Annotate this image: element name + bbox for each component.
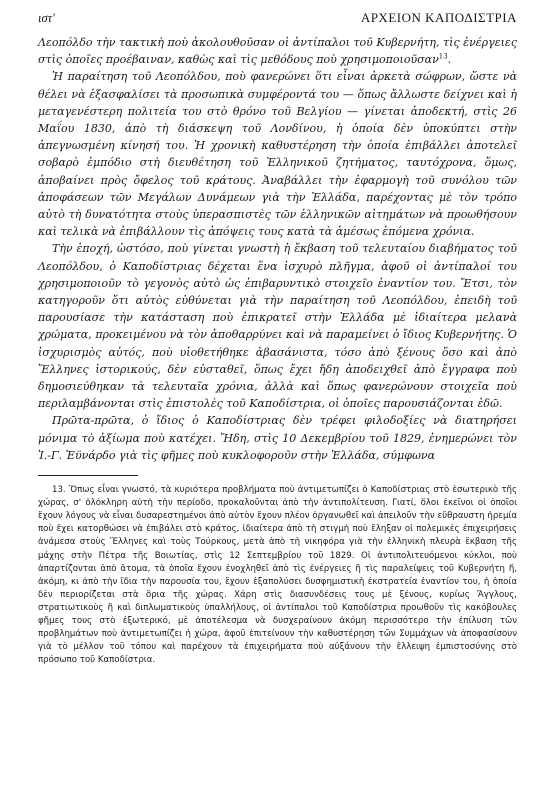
running-title: ΑΡΧΕΙΟΝ ΚΑΠΟΔΙΣΤΡΙΑ bbox=[360, 10, 517, 25]
footnote-separator bbox=[38, 475, 138, 476]
paragraph-1-text: Λεοπόλδο τὴν τακτικὴ ποὺ ἀκολουθοῦσαν οἱ ἀντίπαλοι τοῦ Κυβερνήτη, τὶς ἐνέργειες στὶς ὁποῖες προέβαιναν, καθὼς καὶ τὶς μεθόδους ποὺ χρησιμοποιοῦσαν bbox=[38, 36, 517, 67]
page-header bbox=[38, 10, 517, 32]
footnote-13: 13. Ὅπως εἶναι γνωστό, τὰ κυριότερα προβλήματα ποὺ ἀντιμετωπίζει ὁ Καποδίστριας στὸ ἐσωτερικὸ τῆς χώρας, σ' ὁλόκληρη αὐτὴ τὴν περίοδο, προκαλοῦνται ἀπὸ τὴν ἀντιπολίτευση. Γιατί, ὅλοι ἐκεῖνοι οἱ ὁποῖοι ἔχουν λόγους νὰ εἶναι δυσαρεστημένοι ἀπὸ αὐτὸν ἔχουν πλέον ὀργανωθεῖ καὶ ἀπειλοῦν τὴν εὔθραυστη ἠρεμία ποὺ ἔχει κατορθώσει νὰ ἐπιβάλει στὸ κράτος, ἰδιαίτερα ἀπὸ τὴ στιγμὴ ποὺ ἔληξαν οἱ πολεμικὲς ἐπιχειρήσεις ἀνάμεσα στοὺς Ἕλληνες καὶ τοὺς Τούρκους, μετὰ ἀπὸ τὴ νικηφόρα γιὰ τὴν ἑλληνικὴ πλευρὰ ἔκβαση τῆς μάχης στὴν Πέτρα τῆς Βοιωτίας, στὶς 12 Σεπτεμβρίου τοῦ 1829. Οἱ ἀντιπολιτευόμενοι κύκλοι, ποὺ ἀπαρτίζονται ἀπὸ ἄτομα, τὰ ὁποῖα ἔχουν ἐνοχληθεῖ ἀπὸ τὶς ἐνέργειες ἢ τὶς παραλείψεις τοῦ Κυβερνήτη ἤ, ἀκόμη, κι ἀπὸ τὴν ἴδια τὴν παρουσία του, ἔχουν ἐξαπολύσει δυσφημιστικὴ ἐκστρατεία ἐναντίον του, ἡ ὁποία δὲν περιορίζεται στὰ ὅρια τῆς χώρας. Χάρη στὶς διασυνδέσεις τους μὲ ξένους, κυρίως Ἄγγλους, στρατιωτικοὺς ἢ καὶ διπλωματικοὺς ὑπαλλήλους, οἱ ἀντίπαλοι τοῦ Καποδίστρια προωθοῦν τὶς κακόβουλες φῆμες τους στὸ ἐξωτερικό, μὲ ἀποτέλεσμα νὰ δυσχεραίνουν ἀκόμη περισσότερο τὴν ἐπίλυση τῶν προβλημάτων ποὺ ἀντιμετωπίζει ἡ χώρα, ἀφοῦ ἐπιτείνουν τὴν καθυστέρηση τῶν Συμμάχων νὰ ἀποφασίσουν γιὰ τὸ μέλλον τοῦ τόπου καὶ παρέχουν τὰ ἐπιχειρήματα ποὺ αὐξάνουν τὴν ἔλλειψη ἐμπιστοσύνης στὸ πρόσωπο τοῦ Καποδίστρια. bbox=[38, 485, 517, 666]
paragraph-2: Ἡ παραίτηση τοῦ Λεοπόλδου, ποὺ φανερώνει ὅτι εἶναι ἀρκετὰ σώφρων, ὥστε νὰ θέλει νὰ ἐξασφαλίσει τὰ προσωπικὰ συμφέροντά του — ὅπως ἄλλωστε δείχνει καὶ ἡ μεταγενέστερη πολιτεία του στὸ θρόνο τοῦ Βελγίου — γίνεται ἀποδεκτή, στὶς 26 Μαΐου 1830, ἀπὸ τὴ διάσκεψη τοῦ Λονδίνου, ἡ ὁποία δὲν ὑποκύπτει στὴν ἀπεγνωσμένη κίνησή του. Ἡ χρονικὴ καθυστέρηση τὴν ὁποία ἐπιβάλλει ἀποτελεῖ σοβαρὸ ἐμπόδιο στὴ διευθέτηση τοῦ Ἑλληνικοῦ ζητήματος, ταυτόχρονα, ὅμως, ἀποβαίνει πρὸς ὄφελος τοῦ κράτους. Ἀναβάλλει τὴν ἐφαρμογὴ τοῦ συνόλου τῶν ἀποφάσεων τῶν Μεγάλων Δυνάμεων γιὰ τὴν Ἑλλάδα, παρέχοντας μὲ τὸν τρόπο αὐτὸ τὴ δυνατότητα στοὺς ὑπερασπιστὲς τῶν ἑλληνικῶν αἰτημάτων νὰ προωθήσουν καὶ τελικὰ νὰ ἐπιβάλλουν τὶς ἀπόψεις τους κατὰ τὰ ἀμέσως ἑπόμενα χρόνια. bbox=[38, 70, 517, 239]
footnote-reference[interactable]: 13 bbox=[438, 52, 448, 61]
page-number: ιστ' bbox=[38, 11, 55, 25]
paragraph-1-end: . bbox=[447, 53, 452, 67]
main-text bbox=[38, 34, 517, 464]
paragraph-4: Πρῶτα-πρῶτα, ὁ ἴδιος ὁ Καποδίστριας δὲν τρέφει φιλοδοξίες νὰ διατηρήσει μόνιμα τὸ ἀξίωμα ποὺ κατέχει. Ἤδη, στὶς 10 Δεκεμβρίου τοῦ 1829, ἐνημερώνει τὸν Ἰ.-Γ. Ἐϋνάρδο γιὰ τὶς φῆμες ποὺ κυκλοφοροῦν στὴν Ἑλλάδα, σύμφωνα bbox=[38, 414, 517, 462]
paragraph-3: Τὴν ἐποχή, ὡστόσο, ποὺ γίνεται γνωστὴ ἡ ἔκβαση τοῦ τελευταίου διαβήματος τοῦ Λεοπόλδου, ὁ Καποδίστριας δέχεται ἕνα ἰσχυρὸ πλῆγμα, ἀφοῦ οἱ ἀντίπαλοί του χρησιμοποιοῦν τὸ γεγονὸς αὐτὸ ὡς ἐπιβαρυντικὸ στοιχεῖο ἐναντίον του. Ἔτσι, τὸν κατηγοροῦν ὅτι αὐτὸς εὐθύνεται γιὰ τὴν παραίτηση τοῦ Λεοπόλδου, ἐπειδὴ τοῦ παρουσίασε τὴν κατάσταση ποὺ ἐπικρατεῖ στὴν Ἑλλάδα μὲ ἰδιαίτερα μελανὰ χρώματα, προκειμένου νὰ τὸν ἀποθαρρύνει καὶ νὰ παραμείνει ὁ ἴδιος Κυβερνήτης. Ὁ ἰσχυρισμὸς αὐτός, ποὺ υἱοθετήθηκε ἀβασάνιστα, τόσο ἀπὸ ξένους ὅσο καὶ ἀπὸ Ἕλληνες ἱστορικούς, δὲν εὐσταθεῖ, ὅπως ἔχει ἤδη ἀποδειχθεῖ ἀπὸ ἔγγραφα ποὺ δημοσιεύθηκαν τὰ τελευταῖα χρόνια, ἀλλὰ καὶ ὅπως φανερώνουν στοιχεῖα ποὺ περιλαμβάνονται στὶς ἐπιστολὲς τοῦ Καποδίστρια, οἱ ὁποῖες παρουσιάζονται ἐδῶ. bbox=[38, 242, 517, 411]
paragraph-1 bbox=[38, 34, 517, 68]
